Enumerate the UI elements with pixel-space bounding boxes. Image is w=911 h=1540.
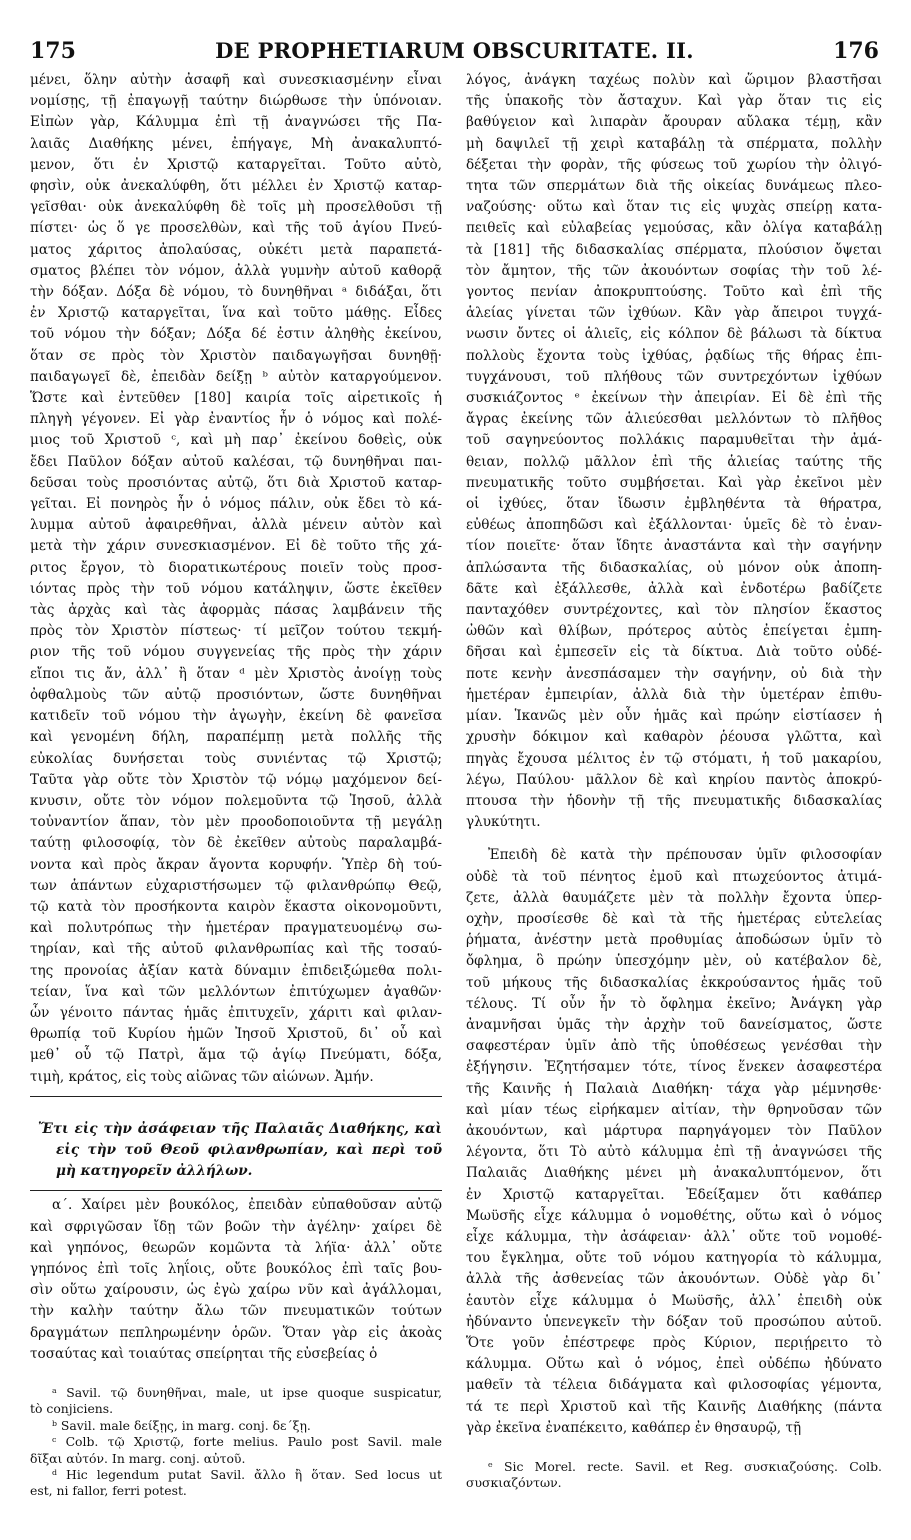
left-column-body [30,70,442,1088]
body-line: γὰρ ἐκεῖνα ἐναπέκειτο, καθάπερ ἐν θησαυρῷ, τῇ [466,1419,802,1436]
body-line: Μωϋσῆς εἶχε κάλυμμα ὁ νομοθέτης, οὕτω καὶ ὁ νόμος [466,1207,882,1224]
heading-line: εἰς τὴν τοῦ Θεοῦ φιλανθρωπίαν, καὶ περὶ τοῦ [56,1141,442,1158]
footnote [30,1418,442,1434]
body-line: εὐκολίας δυνήσεται τοὺς συνιέντας τῷ Χριστῷ; [30,750,442,767]
body-line: ὠθῶν καὶ θλίβων, πρότερος αὐτὸς ἐπείγεται ἐμπη- [466,623,882,640]
body-line: τῆς Καινῆς ἡ Παλαιὰ Διαθήκη· τάχα γὰρ μέμνησθε· [466,1080,882,1097]
body-line: γηπόνος ἐπὶ τοῖς ληΐοις, οὔτε βουκόλος ἐπὶ ταῖς βου- [30,1260,442,1277]
body-line: ζετε, ἀλλὰ θαυμάζετε μὲν τὰ πολλὴν ἔχοντα ὑπερ- [466,889,882,906]
body-line: μένει, ὅλην αὐτὴν ἀσαφῆ καὶ συνεσκιασμένην εἶναι [30,72,442,88]
footnote-line: συσκιαζόντων. [466,1475,562,1491]
body-line: παιδαγωγεῖ δὲ, ἐπειδὰν δείξῃ ᵇ αὐτὸν καταργούμενον. [30,368,442,385]
body-line: πειθεῖς καὶ εὐλαβείας γεμούσας, κἂν ὀλίγα καταβάλῃ [466,220,882,237]
footnote-line: ᵃ Savil. τῷ δυνηθῆναι, male, ut ipse quoque suspicatur, [52,1384,442,1400]
body-line: σματος βλέπει τὸν νόμον, ἀλλὰ γυμνὴν αὐτοῦ καθορᾷ [30,262,442,279]
body-line: πολλοὺς ἔχοντα τοὺς ἰχθύας, ῥᾳδίως τῆς θήρας ἐπι- [466,347,882,364]
body-line: τὰς ἀρχὰς καὶ τὰς ἀφορμὰς πάσας λαμβάνειν τῆς [30,602,442,619]
body-line: ἠδύναντο ὑπενεγκεῖν τὴν δόξαν τοῦ προσώπου αὐτοῦ. [466,1313,882,1330]
body-line: συσκιάζοντος ᵉ ἐκείνων τὴν ἀπειρίαν. Εἰ δὲ ἐπὶ τῆς [466,390,882,407]
body-line: πρὸς τὸν Χριστὸν πίστεως· τί μεῖζον τούτου τεκμή- [30,623,442,640]
body-line: σὶν οὕτω χαίρουσιν, ὡς ἐγὼ χαίρω νῦν καὶ ἀγάλλομαι, [30,1282,442,1299]
right-column-body [466,70,882,833]
body-line: ὀφθαλμοὺς τῶν αὐτῷ προσιόντων, ὥστε δυνηθῆναι [30,686,442,703]
body-line: μαθεῖν τὰ τέλεια διδάγματα καὶ φιλοσοφίας γέμοντα, [466,1377,882,1394]
body-line: τοῦ μήκους τῆς διδασκαλίας ἐκκρούσαντος ἡμᾶς τοῦ [466,974,882,991]
body-line: δεῦσαι τοὺς προσιόντας αὐτῷ, ὅτι διὰ Χριστοῦ καταρ- [30,474,442,491]
right-footnotes [466,1459,882,1492]
body-line: τοῦ σαγηνεύοντος πολλάκις παραμυθεῖται τὴν ἀμά- [466,432,882,449]
body-line: οχὴν, προσίεσθε δὲ καὶ τὰ τῆς ἡμετέρας εὐτελείας [466,910,882,927]
body-line: φησὶν, οὐκ ἀνεκαλύφθη, ὅτι μέλλει ἐν Χριστῷ καταρ- [30,178,442,195]
body-line: εἶχε κάλυμμα, τὴν ἀσάφειαν· ἀλλ᾽ οὔτε τοῦ νομοθέ- [466,1228,882,1245]
body-line: τὴν καλὴν ταύτην ἄλω τῶν πνευματικῶν τούτων [30,1303,442,1320]
footnote [30,1434,442,1467]
body-line: ῥήματα, ἀνέστην μετὰ προθυμίας ἀποδώσων ὑμῖν τὸ [466,932,882,949]
body-line: ὄφλημα, ὃ πρώην ὑπεσχόμην μὲν, οὐ κατέβαλον δὲ, [466,953,882,970]
body-line: καὶ γηπόνος, θεωρῶν κομῶντα τὰ λήϊα· ἀλλ᾽ οὔτε [30,1239,442,1256]
body-line: τυγχάνουσι, τοῦ πλήθους τῶν συντρεχόντων ἰχθύων [466,368,882,385]
body-line: βαθύγειον καὶ λιπαρὰν ἄρουραν αὔλακα τέμῃ, κἂν [466,114,882,131]
body-line: μιος τοῦ Χριστοῦ ᶜ, καὶ μὴ παρ᾽ ἐκείνου δοθεὶς, οὐκ [30,432,442,449]
body-line: νομίσῃς, τῇ ἐπαγωγῇ ταύτην διώρθωσε τὴν ὑπόνοιαν. [30,93,442,110]
body-line: ἁπλώσαντα τῆς διδασκαλίας, οὐ μόνον οὐκ ἀποπη- [466,559,882,576]
body-line: χρυσὴν δόκιμον καὶ καθαρὸν ῥέουσα γλῶττα, καὶ [466,729,882,746]
body-line: ἄγρας ἐκείνης τῶν ἁλιεύεσθαι μελλόντων τὸ πλῆθος [466,411,882,428]
body-line: γεῖται. Εἰ πονηρὸς ἦν ὁ νόμος πάλιν, οὐκ ἔδει τὸ κά- [30,496,442,513]
body-line: τὰ [181] τῆς διδασκαλίας σπέρματα, πλούσιον ὄψεται [466,241,882,258]
body-line: ἔδει Παῦλον δόξαν αὐτοῦ καλέσαι, τῷ δυνηθῆναι παι- [30,453,442,470]
body-line: μεθ᾽ οὗ τῷ Πατρὶ, ἅμα τῷ ἁγίῳ Πνεύματι, δόξα, [30,1047,442,1064]
body-line: Ὥστε καὶ ἐντεῦθεν [180] καιρία τοῖς αἱρετικοῖς ἡ [30,390,442,407]
footnote [30,1467,442,1500]
body-line: τὸν ἄμητον, τῆς τῶν ἀκουόντων σοφίας τὴν τοῦ λέ- [466,262,882,279]
body-line: μετὰ τὴν χάριν συνεσκιασμένον. Εἰ δὲ τοῦτο τῆς χά- [30,538,442,555]
body-line: Παλαιᾶς Διαθήκης μένει μὴ ἀνακαλυπτόμενον, ὅτι [466,1165,882,1182]
body-line: εἴποι τις ἄν, ἀλλ᾽ ἢ ὅταν ᵈ μὲν Χριστὸς ἀνοίγῃ τοὺς [30,665,442,682]
body-line: καὶ γενομένη δήλη, παραπέμπῃ μετὰ πολλῆς τῆς [30,729,442,746]
footnote-line: ᶜ Colb. τῷ Χριστῷ, forte melius. Paulo post Savil. male [52,1434,442,1450]
heading-line: Ἔτι εἰς τὴν ἀσάφειαν τῆς Παλαιᾶς Διαθήκης, καὶ [38,1120,442,1137]
body-line: α΄. Χαίρει μὲν βουκόλος, ἐπειδὰν εὐπαθοῦσαν αὐτῷ [52,1197,442,1214]
body-line: Ἐπειδὴ δὲ κατὰ τὴν πρέπουσαν ὑμῖν φιλοσοφίαν [488,847,882,864]
body-line: θειαν, πολλῷ μᾶλλον ἐπὶ τῆς ἁλιείας ταύτης τῆς [466,453,882,470]
body-line: τά τε περὶ Χριστοῦ καὶ τῆς Καινῆς Διαθήκης (πάντα [466,1398,882,1415]
body-line: τοῦ νόμου τὴν δόξαν; Δόξα δέ ἐστιν ἀληθὴς ἐκείνου, [30,326,442,343]
body-line: δῆσαι καὶ ἐμπεσεῖν εἰς τὰ δίκτυα. Διὰ τοῦτο οὐδέ- [466,644,882,661]
section-rule-bottom [30,1190,442,1191]
body-line: ἐν Χριστῷ καταργεῖται. Ἐδείξαμεν ὅτι καθάπερ [466,1186,882,1203]
body-line: ριον τῆς τοῦ νόμου συγγενείας τῆς πρὸς τὴν χάριν [30,644,442,661]
body-line: τῷ κατὰ τὸν προσήκοντα καιρὸν ἕκαστα οἰκονομοῦντι, [30,898,442,915]
body-line: ἀναμνῆσαι ὑμᾶς τὴν ἀρχὴν τοῦ δανείσματος, ὥστε [466,1016,882,1033]
body-line: οἱ ἰχθύες, ὅταν ἴδωσιν ἐμβληθέντα τὰ θήρατρα, [466,496,882,513]
body-line: σαφεστέραν ὑμῖν ἀπὸ τῆς ὑποθέσεως γενέσθαι τὴν [466,1038,882,1055]
body-line: τὴν δόξαν. Δόξα δὲ νόμου, τὸ δυνηθῆναι ᵃ διδάξαι, ὅτι [30,284,442,301]
body-line: κάλυμμα. Οὕτω καὶ ὁ νόμος, ἐπεὶ οὐδέπω ἠδύνατο [466,1356,882,1373]
footnote-line: tò conjiciens. [30,1401,114,1417]
body-line: των ἁπάντων εὐχαριστήσωμεν τῷ φιλανθρώπῳ Θεῷ, [30,877,442,894]
left-column [30,70,442,1500]
body-line: καὶ πολυτρόπως τὴν ἡμετέραν πραγματευομένῳ σω- [30,920,442,937]
body-line: ἀλλὰ τῆς ἀσθενείας τῶν ἀκουόντων. Οὐδὲ γὰρ δι᾽ [466,1271,882,1288]
body-line: πληγὴ γέγονεν. Εἰ γὰρ ἐναντίος ἦν ὁ νόμος καὶ πολέ- [30,411,442,428]
body-line: Εἰπὼν γὰρ, Κάλυμμα ἐπὶ τῇ ἀναγνώσει τῆς Πα- [30,114,442,131]
body-line: πίστει· ὡς ὅ γε προσελθὼν, καὶ τῆς τοῦ ἁγίου Πνεύ- [30,220,442,237]
right-column-paragraph-2 [466,845,882,1439]
body-line: ριτος ἔργον, τὸ διορατικωτέρους ποιεῖν τοὺς προσ- [30,559,442,576]
body-line: τῆς ὑπακοῆς τὸν ἄσταχυν. Καὶ γὰρ ὅταν τις εἰς [466,93,882,110]
body-line: ἑαυτὸν εἶχε κάλυμμα ὁ Μωϋσῆς, ἀλλ᾽ ἐπειδὴ οὐκ [466,1292,882,1309]
body-line: δραγμάτων πεπληρωμένην ὁρῶν. Ὅταν γὰρ εἰς ἀκοὰς [30,1324,442,1341]
left-footnotes [30,1385,442,1500]
body-line: καὶ σφριγῶσαν ἴδῃ τῶν βοῶν τὴν ἀγέλην· χαίρει δὲ [30,1218,442,1235]
section-body [30,1195,442,1365]
body-line: της προνοίας ἀξίαν κατὰ δύναμιν ἐπιδειξώμεθα πολι- [30,962,442,979]
body-line: ταύτῃ φιλοσοφίᾳ, τὸν δὲ ἐκεῖθεν αὐτοὺς παραλαμβά- [30,835,442,852]
body-line: πανταχόθεν συντρέχοντες, καὶ τὸν πλησίον ἕκαστος [466,602,882,619]
body-line: καὶ μίαν τέως εἰρήκαμεν αἰτίαν, τὴν θρηνοῦσαν τῶν [466,1101,882,1118]
body-line: ναζούσης· οὕτω καὶ ὅταν τις εἰς ψυχὰς σπείρῃ κατα- [466,199,882,216]
body-line: τείαν, ἵνα καὶ τῶν μελλόντων ἐπιτύχωμεν ἀγαθῶν· [30,983,442,1000]
body-line: λέγοντα, ὅτι Τὸ αὐτὸ κάλυμμα ἐπὶ τῇ ἀναγνώσει τῆς [466,1144,882,1161]
body-line: νοντα καὶ πρὸς ἄκραν ἄγοντα κορυφήν. Ὑπὲρ δὴ τού- [30,856,442,873]
body-line: δέξεται τὴν φορὰν, τῆς φύσεως τοῦ χωρίου τὴν ὀλιγό- [466,156,882,173]
section-heading [30,1119,442,1183]
running-title: DE PROPHETIARUM OBSCURITATE. II. [215,38,694,63]
right-column [466,70,882,1492]
body-line: δᾶτε καὶ ἐξάλλεσθε, ἀλλὰ καὶ ἐνδοτέρω βαδίζετε [466,580,882,597]
body-line: κατιδεῖν τοῦ νόμου τὴν ἀγωγὴν, ἐκείνη δὲ φανεῖσα [30,708,442,725]
body-line: τοὐναντίον ἅπαν, τὸν μὲν προοδοποιοῦντα τῇ μεγάλῃ [30,814,442,831]
running-header [30,38,879,68]
body-line: ματος χάριτος ἀπολαύσας, οὐκέτι μετὰ παραπετά- [30,241,442,258]
body-line: λαιᾶς Διαθήκης μένει, ἐπήγαγε, Μὴ ἀνακαλυπτό- [30,135,442,152]
body-line: λυμμα αὐτοῦ ἀφαιρεθῆναι, ἀλλὰ μένειν αὐτὸν καὶ [30,517,442,534]
section-rule-top [30,1096,442,1097]
footnote-line: δῖξαι αὐτόν. In marg. conj. αὐτοῦ. [30,1450,246,1466]
body-line: μενον, ὅτι ἐν Χριστῷ καταργεῖται. Τοῦτο αὐτὸ, [30,156,442,173]
body-line: ἐξήγησιν. Ἐζητήσαμεν τότε, τίνος ἕνεκεν ἀσαφεστέρα [466,1059,882,1076]
body-line: Ὅτε γοῦν ἐπέστρεφε πρὸς Κύριον, περιῄρειτο τὸ [466,1334,882,1351]
footnote-line: ᵉ Sic Morel. recte. Savil. et Reg. συσκιαζούσης. Colb. [488,1459,882,1474]
body-line: ιόντας πρὸς τὴν τοῦ νόμου κατάληψιν, ὥστε ἐκεῖθεν [30,580,442,597]
body-line: ἀκουόντων, καὶ μάρτυρα παρηγάγομεν τὸν Παῦλον [466,1122,882,1139]
body-line: θρωπίᾳ τοῦ Κυρίου ἡμῶν Ἰησοῦ Χριστοῦ, δι᾽ οὗ καὶ [30,1026,442,1043]
body-line: τιμὴ, κράτος, εἰς τοὺς αἰῶνας τῶν αἰώνων. Ἀμήν. [30,1068,374,1085]
footnote [30,1385,442,1418]
body-line: οὐδὲ τὰ τοῦ πένητος ἐμοῦ καὶ πτωχεύοντος ἀτιμά- [466,868,882,885]
body-line: κνυσιν, οὔτε τὸν νόμον πολεμοῦντα τῷ Ἰησοῦ, ἀλλὰ [30,792,442,809]
body-line: μίαν. Ἱκανῶς μὲν οὖν ἡμᾶς καὶ πρώην εἱστίασεν ἡ [466,708,882,725]
body-line: ἐν Χριστῷ καταργεῖται, ἵνα καὶ τοῦτο μάθῃς. Εἶδες [30,305,442,322]
footnote-line: est, ni fallor, ferri potest. [30,1483,187,1499]
footnote-line: ᵈ Hic legendum putat Savil. ἄλλο ἢ ὅταν. Sed locus ut [52,1467,442,1483]
body-line: μὴ δαψιλεῖ τῇ χειρὶ καταβάλῃ τὰ σπέρματα, πολλὴν [466,135,882,152]
body-line: γλυκύτητι. [466,814,541,831]
body-line: του ἔγκλημα, οὔτε τοῦ νόμου κατηγορία τὸ κάλυμμα, [466,1250,882,1267]
body-line: ἁλείας γίνεται τῶν ἰχθύων. Κἂν γὰρ ἄπειροι τυγχά- [466,305,882,322]
body-line: Ταῦτα γὰρ οὔτε τὸν Χριστὸν τῷ νόμῳ μαχόμενον δεί- [30,771,442,788]
body-line: λέγω, Παύλου· μᾶλλον δὲ καὶ κηρίου παντὸς ἀποκρύ- [466,771,882,788]
body-line: ἡμετέραν ἐμπειρίαν, ἀλλὰ διὰ τὴν ὑμετέραν ἐπιθυ- [466,686,882,703]
footnote-line: ᵇ Savil. male δείξῃς, in marg. conj. δε΄ξῃ. [52,1417,311,1433]
body-line: τηρίαν, καὶ τῆς αὐτοῦ φιλανθρωπίας καὶ τῆς τοσαύ- [30,941,442,958]
page-number-right: 176 [833,38,879,64]
body-line: γοντος πενίαν ἀποκρυπτούσης. Τοῦτο καὶ ἐπὶ τῆς [466,284,882,301]
body-line: πτουσα τὴν ἡδονὴν τῇ τῆς πνευματικῆς διδασκαλίας [466,792,882,809]
body-line: τίον ποιεῖτε· ὅταν ἴδητε ἀναστάντα καὶ τὴν σαγήνην [466,538,882,555]
footnote [466,1459,882,1492]
page-number-left: 175 [30,38,76,64]
body-line: τοσαύτας καὶ τοιαύτας σπείρηται τῆς εὐσεβείας ὁ [30,1345,378,1362]
body-line: νωσιν ὄντες οἱ ἁλιεῖς, εἰς κόλπον δὲ βάλωσι τὰ δίκτυα [466,326,882,343]
body-line: τέλους. Τί οὖν ἦν τὸ ὄφλημα ἐκεῖνο; Ἀνάγκη γὰρ [466,995,882,1012]
body-line: πηγὰς ἔχουσα μέλιτος ἐν τῷ στόματι, ἡ τοῦ μακαρίου, [466,750,882,767]
body-line: εὐθέως ἀποπηδῶσι καὶ ἐξάλλονται· ὑμεῖς δὲ τὸ ἐναν- [466,517,882,534]
body-line: ὅταν σε πρὸς τὸν Χριστὸν παιδαγωγῆσαι δυνηθῇ· [30,347,442,364]
paragraph-gap [466,833,882,845]
body-line: ποτε κενὴν ἀνεσπάσαμεν τὴν σαγήνην, οὐ διὰ τὴν [466,665,882,682]
body-line: ὧν γένοιτο πάντας ἡμᾶς ἐπιτυχεῖν, χάριτι καὶ φιλαν- [30,1004,442,1021]
body-line: γεῖσθαι· οὐκ ἀνεκαλύφθη δὲ τοῖς μὴ προσελθοῦσι τῇ [30,199,442,216]
heading-line: μὴ κατηγορεῖν ἀλλήλων. [56,1163,253,1180]
body-line: πνευματικῆς τοῦτο συμβήσεται. Καὶ γὰρ ἐκεῖνοι μὲν [466,474,882,491]
body-line: τητα τῶν σπερμάτων διὰ τῆς οἰκείας δυνάμεως πλεο- [466,178,882,195]
body-line: λόγος, ἀνάγκη ταχέως πολὺν καὶ ὥριμον βλαστῆσαι [466,72,882,88]
